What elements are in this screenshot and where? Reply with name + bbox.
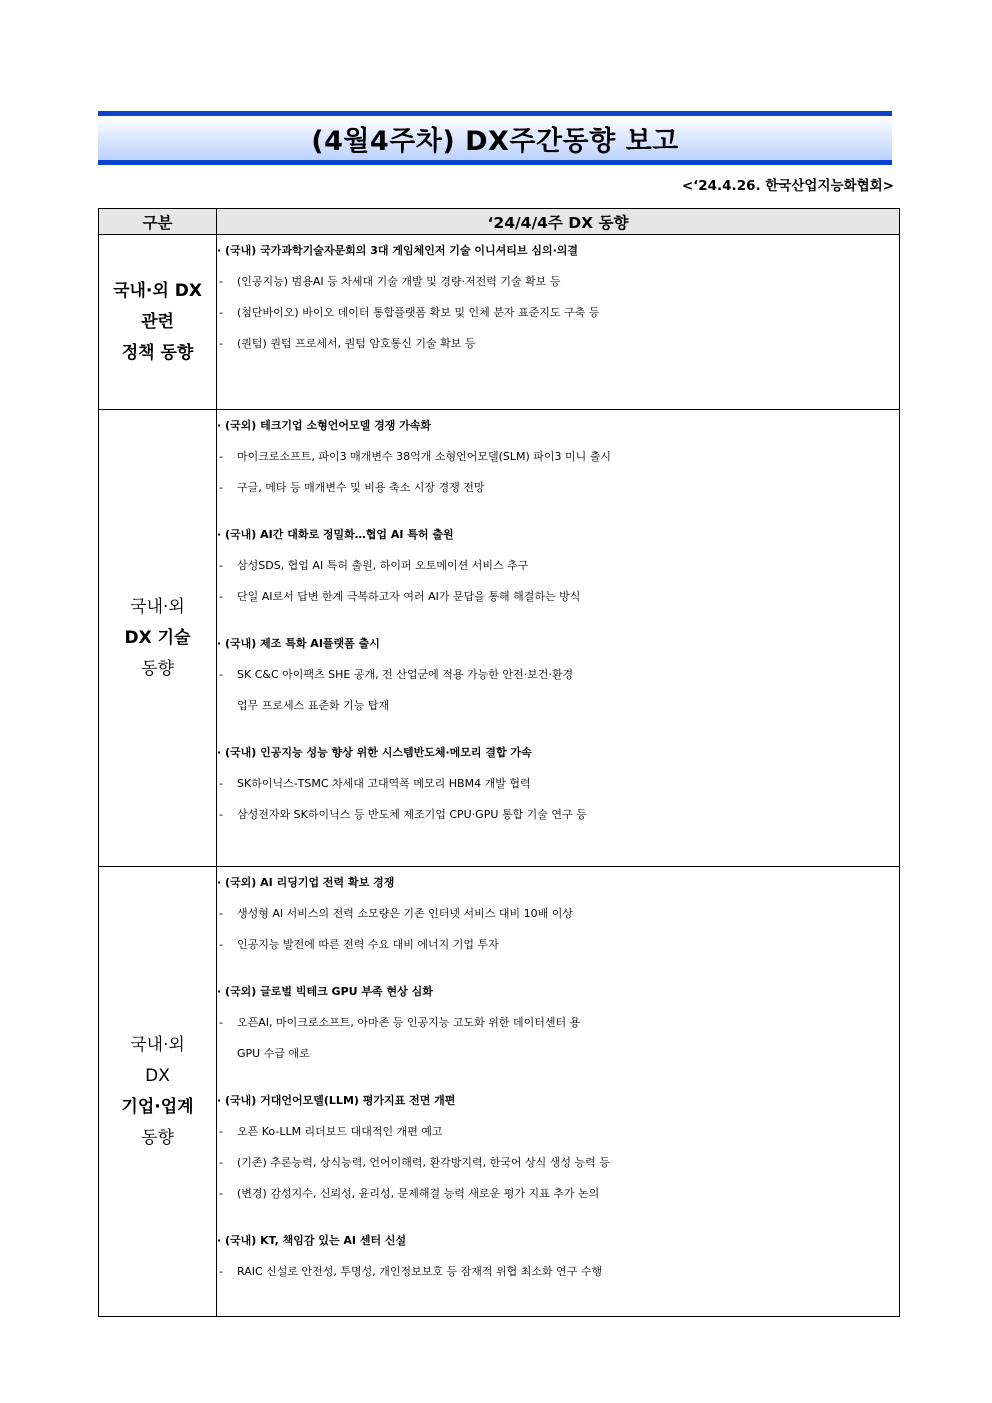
trend-detail: - 구글, 메타 등 매개변수 및 비용 축소 시장 경쟁 전망 xyxy=(217,472,899,503)
category-cell xyxy=(99,235,217,410)
trend-headline: · (국내) AI간 대화로 정밀화…협업 AI 특허 출원 xyxy=(217,528,454,541)
table-row-policy xyxy=(99,235,900,410)
trend-group xyxy=(217,628,899,721)
trend-group xyxy=(217,867,899,960)
trend-detail: - 삼성SDS, 협업 AI 특허 출원, 하이퍼 오토메이션 서비스 추구 xyxy=(217,550,899,581)
category-line: 정책 동향 xyxy=(121,342,194,363)
trend-detail-continued xyxy=(217,690,899,721)
trend-detail: - (첨단바이오) 바이오 데이터 통합플랫폼 확보 및 인체 분자 표준지도 구축 등 xyxy=(217,297,899,328)
report-title: (4월4주차) DX주간동향 보고 xyxy=(311,125,679,157)
category-line: 동향 xyxy=(141,1127,174,1148)
trend-detail-text: GPU 수급 애로 xyxy=(237,1047,310,1060)
category-cell xyxy=(99,867,217,1317)
report-date: <‘24.4.26. 한국산업지능화협회> xyxy=(681,178,894,194)
category-cell xyxy=(99,410,217,867)
trend-headline: · (국외) 글로벌 빅테크 GPU 부족 현상 심화 xyxy=(217,985,433,998)
trend-detail: - (퀀텀) 퀀텀 프로세서, 퀀텀 암호통신 기술 확보 등 xyxy=(217,328,899,359)
trend-detail: - 단일 AI로서 답변 한계 극복하고자 여러 AI가 문답을 통해 해결하는 방식 xyxy=(217,581,899,612)
header-trends: ‘24/4/4주 DX 동향 xyxy=(217,209,900,235)
trend-detail: - 생성형 AI 서비스의 전력 소모량은 기존 인터넷 서비스 대비 10배 이상 xyxy=(217,898,899,929)
trend-content-cell xyxy=(217,235,900,410)
trend-detail: - RAIC 신설로 안전성, 투명성, 개인정보보호 등 잠재적 위협 최소화 연구 수행 xyxy=(217,1256,899,1287)
category-line: 동향 xyxy=(141,658,174,679)
header-category: 구분 xyxy=(99,209,217,235)
category-line: DX 기술 xyxy=(124,627,191,648)
trend-detail: - 오픈AI, 마이크로소프트, 아마존 등 인공지능 고도화 위한 데이터센터 용 xyxy=(217,1007,899,1038)
trend-headline: · (국내) 거대언어모델(LLM) 평가지표 전면 개편 xyxy=(217,1094,456,1107)
trend-detail-text: 업무 프로세스 표준화 기능 탑재 xyxy=(237,699,390,712)
trend-headline: · (국내) 국가과학기술자문회의 3대 게임체인저 기술 이니셔티브 심의·의결 xyxy=(217,244,579,257)
trend-headline: · (국내) KT, 책임감 있는 AI 센터 신설 xyxy=(217,1234,407,1247)
table-header-row xyxy=(99,209,900,235)
category-line: 국내·외 xyxy=(130,596,185,617)
trend-group xyxy=(217,519,899,612)
trend-headline: · (국외) 테크기업 소형언어모델 경쟁 가속화 xyxy=(217,419,432,432)
category-line: 국내·외 xyxy=(130,1034,185,1055)
category-line: 국내·외 DX xyxy=(113,280,202,301)
trend-table xyxy=(98,208,900,1317)
trend-group xyxy=(217,235,899,359)
trend-detail: - (인공지능) 범용AI 등 차세대 기술 개발 및 경량·저전력 기술 확보 등 xyxy=(217,266,899,297)
category-line: 관련 xyxy=(141,311,174,332)
trend-detail: - 오픈 Ko-LLM 리더보드 대대적인 개편 예고 xyxy=(217,1116,899,1147)
trend-detail: - (변경) 감성지수, 신뢰성, 윤리성, 문제해결 능력 새로운 평가 지표 추가 논의 xyxy=(217,1178,899,1209)
trend-headline: · (국외) AI 리딩기업 전력 확보 경쟁 xyxy=(217,876,395,889)
trend-group xyxy=(217,737,899,830)
trend-detail: - 마이크로소프트, 파이3 매개변수 38억개 소형언어모델(SLM) 파이3 미니 출시 xyxy=(217,441,899,472)
trend-detail: - 삼성전자와 SK하이닉스 등 반도체 제조기업 CPU·GPU 통합 기술 연구 등 xyxy=(217,799,899,830)
report-title-banner xyxy=(98,111,892,165)
trend-detail: - 인공지능 발전에 따른 전력 수요 대비 에너지 기업 투자 xyxy=(217,929,899,960)
category-line: 기업·업계 xyxy=(121,1096,194,1117)
trend-detail: - SK C&C 아이팩츠 SHE 공개, 전 산업군에 적용 가능한 안전·보건·환경 xyxy=(217,659,899,690)
trend-group xyxy=(217,1085,899,1209)
trend-group xyxy=(217,410,899,503)
category-line: DX xyxy=(145,1065,170,1086)
trend-detail: - (기존) 추론능력, 상식능력, 언어이해력, 환각방지력, 한국어 상식 생성 능력 등 xyxy=(217,1147,899,1178)
trend-headline: · (국내) 제조 특화 AI플랫폼 출시 xyxy=(217,637,380,650)
trend-content-cell xyxy=(217,867,900,1317)
trend-detail-continued xyxy=(217,1038,899,1069)
table-row-industry xyxy=(99,867,900,1317)
trend-headline: · (국내) 인공지능 성능 향상 위한 시스템반도체·메모리 결합 가속 xyxy=(217,746,532,759)
trend-content-cell xyxy=(217,410,900,867)
trend-group xyxy=(217,976,899,1069)
table-row-technology xyxy=(99,410,900,867)
trend-group xyxy=(217,1225,899,1287)
trend-detail: - SK하이닉스-TSMC 차세대 고대역폭 메모리 HBM4 개발 협력 xyxy=(217,768,899,799)
